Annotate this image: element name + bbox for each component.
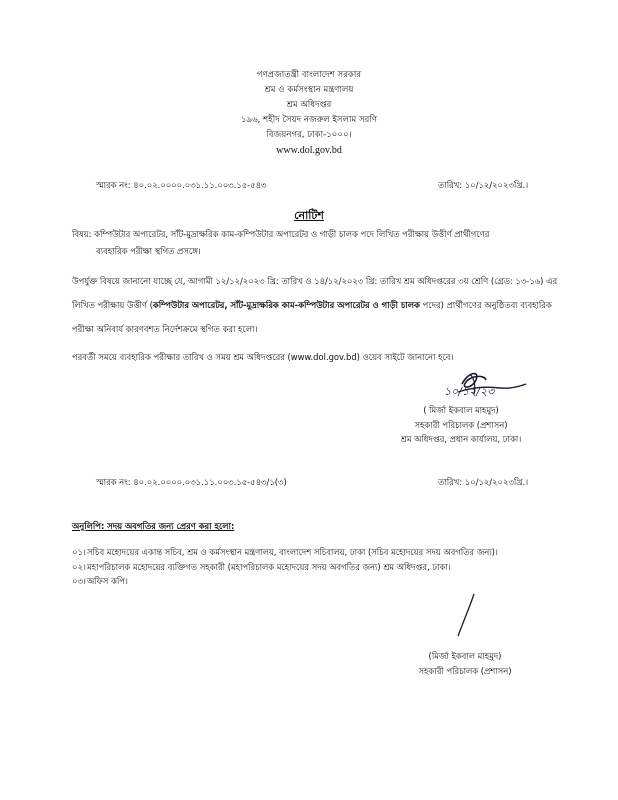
subject-label: বিষয়: <box>72 229 92 239</box>
notice-title <box>0 209 618 223</box>
cc-item-number: ০১। <box>72 547 86 557</box>
ministry-name: শ্রম ও কর্মসংস্থান মন্ত্রণালয় <box>264 85 354 95</box>
list-item <box>72 545 552 560</box>
cc-item-text: সচিব মহোদয়ের একান্ত সচিব, শ্রম ও কর্মসংস্থান মন্ত্রণালয়, বাংলাদেশ সচিবালয়, ঢাকা (সচিব মহোদয়ের সদয় অবগতির জন্য)। <box>87 547 498 557</box>
website-text: www.dol.gov.bd <box>276 145 342 156</box>
signatory-designation-2: সহকারী পরিচালক (প্রশাসন) <box>418 665 512 676</box>
cc-heading: অনুলিপি: সদয় অবগতির জন্য প্রেরণ করা হলো: <box>72 521 235 531</box>
government-name: গণপ্রজাতন্ত্রী বাংলাদেশ সরকার <box>256 70 362 80</box>
address-line: ১৯৬, শহীদ সৈয়দ নজরুল ইসলাম সরণি <box>240 115 378 125</box>
department-name: শ্রম অধিদপ্তর <box>286 100 332 110</box>
body-paragraph-1 <box>72 269 562 341</box>
initial-stroke-icon <box>452 592 482 642</box>
memo-reference: স্মারক নং: ৪০.০২.০০০০.০৩১.১১.০০৩.১৫-৫৪৩ <box>96 180 267 190</box>
list-item <box>72 560 552 575</box>
body-paragraph-1-start: উপর্যুক্ত বিষয়ে জানানো যাচ্ছে যে, আগামী ১২/১২/২০২৩ খ্রি: তারিখ ও ১৪/১২/২০২৩ খ্রি: তারিখ শ্রম অধিদপ্তরের ৩য় শ্রেণি (গ্রেড: ১৩-১৬) এর লিখিত পরীক্ষায় উত্তীর্ণ ( <box>72 276 558 310</box>
cc-item-text: অফিস কপি। <box>87 576 128 586</box>
body-paragraph-2: পরবর্তী সময়ে ব্যবহারিক পরীক্ষার তারিখ ও সময় শ্রম অধিদপ্তরের (www.dol.gov.bd) ওয়েব সাইটে জানানো হবে। <box>72 352 454 362</box>
signatory-office: শ্রম অধিদপ্তর, প্রধান কার্যালয়, ঢাকা। <box>400 434 522 444</box>
handwritten-date: ১০/১২/২৩ <box>444 385 495 398</box>
signature-block-1 <box>392 403 530 447</box>
memo-date-copy: তারিখ: ১০/১২/২০২৩খ্রি.। <box>438 477 529 487</box>
signatory-name-2: (মির্জা ইকবাল মাহমুদ) <box>428 651 502 661</box>
subject-block <box>72 226 562 260</box>
signature-block-2 <box>400 649 530 678</box>
signatory-designation: সহকারী পরিচালক (প্রশাসন) <box>414 419 508 430</box>
subject-line-1: কম্পিউটার অপারেটর, সাঁট-মুদ্রাক্ষরিক কাম-কম্পিউটার অপারেটর ও গাড়ী চালক পদে লিখিত পরীক্ষায় উত্তীর্ণ প্রার্থীগণের <box>94 229 490 239</box>
city-line: বিজয়নগর, ঢাকা-১০০০। <box>266 130 352 140</box>
cc-item-text: মহাপরিচালক মহোদয়ের ব্যক্তিগত সহকারী (মহাপরিচালক মহোদয়ের সদয় অবগতির জন্য) শ্রম অধিদপ্তর, ঢাকা। <box>87 561 451 572</box>
body-paragraph-1-posts: কম্পিউটার অপারেটর, সাঁট-মুদ্রাক্ষরিক কাম-কম্পিউটার অপারেটর ও গাড়ী চালক <box>152 300 420 310</box>
cc-item-number: ০২। <box>72 561 86 572</box>
cc-list <box>72 545 552 589</box>
memo-date: তারিখ: ১০/১২/২০২৩খ্রি.। <box>438 180 529 190</box>
list-item <box>72 574 552 589</box>
memo-reference-copy: স্মারক নং: ৪০.০২.০০০০.০৩১.১১.০০৩.১৫-৫৪৩/১(৩) <box>96 477 287 487</box>
cc-item-number: ০৩। <box>72 576 86 586</box>
body-paragraph-1-end: পদের) প্রার্থীগণের অনুষ্ঠিতব্য ব্যবহারিক পরীক্ষা অনিবার্য কারণবশত নির্দেশক্রমে স্থগিত করা হলো। <box>72 300 552 334</box>
signatory-name: ( মির্জা ইকবাল মাহমুদ) <box>423 405 499 415</box>
notice-title-text: নোটিশ <box>294 209 324 222</box>
letterhead <box>0 68 618 158</box>
subject-line-2: ব্যবহারিক পরীক্ষা স্থগিত প্রসঙ্গে। <box>96 246 201 256</box>
